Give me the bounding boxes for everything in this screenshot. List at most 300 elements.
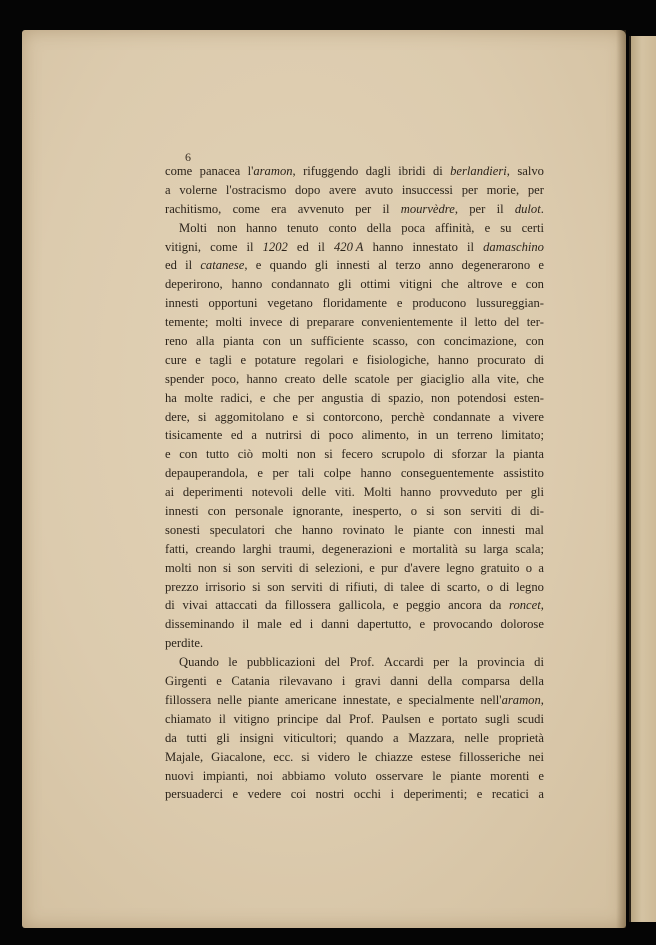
word: fillossera xyxy=(165,692,212,707)
word: il xyxy=(460,315,468,330)
text-line xyxy=(165,729,544,748)
word: alla xyxy=(196,334,215,349)
text-line xyxy=(165,540,544,559)
word: del xyxy=(324,655,341,670)
word: un xyxy=(289,334,303,349)
word: su xyxy=(464,541,477,556)
word: voluto xyxy=(334,768,367,783)
word: il xyxy=(242,617,250,632)
word: limitato; xyxy=(501,428,544,443)
word: opportuni xyxy=(208,296,258,311)
word: dapertutto, xyxy=(357,617,412,632)
word: depauperandola, xyxy=(165,466,248,481)
word: di xyxy=(289,315,300,330)
word: deperimenti; xyxy=(403,787,468,802)
text-line xyxy=(165,408,544,427)
word: Paulsen xyxy=(381,711,421,726)
word: i xyxy=(309,617,314,632)
word: hanno xyxy=(400,485,432,500)
word: insigni xyxy=(239,730,274,745)
word: rovinato xyxy=(342,522,385,537)
word: Quando xyxy=(179,655,219,670)
word: o xyxy=(486,579,494,594)
word: coi xyxy=(290,787,307,802)
word: tali xyxy=(298,466,315,481)
word: come xyxy=(165,164,193,178)
text-line xyxy=(165,710,544,729)
word: temente; xyxy=(165,315,209,330)
word: chiazze xyxy=(375,749,413,764)
word: giaciglio xyxy=(420,371,465,386)
word: son xyxy=(443,504,462,519)
word: serviti xyxy=(261,560,293,575)
word: fecero xyxy=(341,447,373,462)
text-line xyxy=(165,332,544,351)
word: e xyxy=(255,258,262,273)
word: legno xyxy=(515,579,544,594)
word: e xyxy=(232,787,239,802)
word: ancora xyxy=(448,598,482,613)
word: degenerarono xyxy=(461,258,531,273)
word: volerne xyxy=(179,182,218,197)
word: e xyxy=(476,787,483,802)
word: il xyxy=(246,239,254,254)
word: a xyxy=(538,560,544,575)
word: per xyxy=(527,182,544,197)
word: danni xyxy=(390,674,419,689)
word: di xyxy=(534,352,544,367)
word: a xyxy=(392,730,399,745)
word: estese xyxy=(420,749,451,764)
word: a xyxy=(165,182,171,197)
word: nostri xyxy=(315,787,345,802)
word: innestate, xyxy=(342,692,391,707)
word: condannate xyxy=(432,409,491,424)
word: mortalità xyxy=(412,541,458,556)
text-line xyxy=(165,748,544,767)
word: osservare xyxy=(375,768,424,783)
word: e xyxy=(292,409,298,424)
word: preparare xyxy=(306,315,355,330)
word: tutti xyxy=(186,730,207,745)
word: assistito xyxy=(503,466,544,481)
word: ed xyxy=(165,258,177,273)
word: americane xyxy=(284,692,337,707)
word: gallicola, xyxy=(338,598,386,613)
word: quando xyxy=(269,258,307,273)
word: sforzar xyxy=(451,447,487,462)
word: roncet, xyxy=(509,598,544,613)
word: a xyxy=(498,409,505,424)
word: impianti, xyxy=(202,768,248,783)
word: talee xyxy=(400,579,425,594)
word: scala; xyxy=(515,541,544,556)
word: larga xyxy=(483,541,509,556)
word: noi xyxy=(256,768,273,783)
word: per xyxy=(272,466,289,481)
word: piante xyxy=(450,768,482,783)
paragraph xyxy=(165,653,544,804)
word: morenti xyxy=(490,768,530,783)
word: Molti xyxy=(363,485,392,500)
word: tenuto xyxy=(287,220,319,235)
text-line xyxy=(165,351,544,370)
word: affinità, xyxy=(435,220,475,235)
word: e xyxy=(396,296,403,311)
word: 1202 xyxy=(262,239,288,254)
word: per xyxy=(355,201,372,216)
word: esten- xyxy=(513,390,544,405)
word: conto xyxy=(328,220,357,235)
word: prezzo xyxy=(165,579,199,594)
word: un xyxy=(435,428,449,443)
text-line xyxy=(165,275,544,294)
word: hanno xyxy=(231,277,263,292)
word: cure xyxy=(165,352,187,367)
word: nell'aramon, xyxy=(480,692,544,707)
word: avuto xyxy=(365,182,394,197)
page-number: 6 xyxy=(185,150,191,164)
word: tagli xyxy=(209,352,232,367)
text-line xyxy=(165,219,544,238)
word: angustia xyxy=(321,390,364,405)
word: e xyxy=(259,390,266,405)
word: nei xyxy=(528,749,544,764)
word: si xyxy=(198,409,207,424)
word: e xyxy=(195,352,201,367)
word: di xyxy=(384,579,394,594)
text-line xyxy=(165,162,544,181)
word: perdite. xyxy=(165,636,204,651)
word: colpe xyxy=(323,466,351,481)
word: spender xyxy=(165,371,205,386)
word: ter- xyxy=(526,315,544,330)
word: hanno xyxy=(302,522,333,537)
word: il xyxy=(467,239,475,254)
word: con xyxy=(179,447,198,462)
word: il xyxy=(317,239,325,254)
word: rifiuti, xyxy=(345,579,378,594)
word: poco, xyxy=(211,371,240,386)
word: non xyxy=(296,447,316,462)
paragraph xyxy=(165,219,544,653)
word: disseminando xyxy=(165,617,235,632)
word: la xyxy=(458,655,468,670)
word: recatici xyxy=(491,787,529,802)
word: hanno xyxy=(360,466,392,481)
text-line xyxy=(165,578,544,597)
word: aggomitolano xyxy=(214,409,285,424)
word: di xyxy=(370,390,381,405)
word: con xyxy=(453,522,472,537)
text-line xyxy=(165,521,544,540)
word: che xyxy=(441,277,459,292)
word: come xyxy=(210,239,238,254)
word: per xyxy=(505,485,522,500)
word: producono xyxy=(412,296,467,311)
word: conseguentemente xyxy=(400,466,494,481)
word: molti xyxy=(261,447,289,462)
word: morie, xyxy=(486,182,520,197)
text-line xyxy=(165,672,544,691)
word: di xyxy=(499,579,510,594)
word: reno xyxy=(165,334,188,349)
word: mal xyxy=(525,522,544,537)
word: catanese, xyxy=(200,258,248,273)
word: o xyxy=(410,504,418,519)
word: hanno xyxy=(246,220,277,235)
word: che xyxy=(526,371,544,386)
word: letto xyxy=(474,315,497,330)
word: della xyxy=(427,674,453,689)
word: sonesti xyxy=(165,522,200,537)
word: personale xyxy=(235,504,284,519)
word: per xyxy=(461,182,478,197)
word: serviti xyxy=(470,504,502,519)
word: l'aramon, xyxy=(247,164,296,178)
word: delle xyxy=(322,371,348,386)
word: avere xyxy=(329,182,357,197)
word: hanno xyxy=(246,371,278,386)
word: non xyxy=(197,560,217,575)
word: ai xyxy=(165,485,175,500)
word: ha xyxy=(165,390,177,405)
word: e xyxy=(419,617,426,632)
word: altrove xyxy=(467,277,503,292)
word: selezioni, xyxy=(315,560,363,575)
word: nuovi xyxy=(165,768,194,783)
word: l'ostracismo xyxy=(225,182,287,197)
word: le xyxy=(432,768,442,783)
word: e xyxy=(257,466,263,481)
word: scasso, xyxy=(372,334,409,349)
word: traumi, xyxy=(278,541,315,556)
word: son xyxy=(267,579,285,594)
word: spazio, xyxy=(388,390,424,405)
word: non xyxy=(431,390,450,405)
word: e xyxy=(399,541,406,556)
word: dopo xyxy=(295,182,321,197)
text-line xyxy=(165,389,544,408)
word: che xyxy=(274,522,293,537)
text-line xyxy=(165,294,544,313)
word: dal xyxy=(325,711,342,726)
text-line xyxy=(165,615,544,634)
word: innestato xyxy=(412,239,458,254)
word: rachitismo, xyxy=(165,201,222,216)
word: floridamente xyxy=(322,296,388,311)
word: serviti xyxy=(291,579,323,594)
word: alla xyxy=(471,371,490,386)
paragraph xyxy=(165,162,544,219)
word: notevoli xyxy=(251,485,293,500)
word: vite, xyxy=(497,371,520,386)
word: molte xyxy=(184,390,214,405)
word: creato xyxy=(284,371,316,386)
text-line xyxy=(165,691,544,710)
word: pur xyxy=(381,560,398,575)
word: gravi xyxy=(354,674,381,689)
word: tutto xyxy=(206,447,230,462)
word: Catania xyxy=(231,674,270,689)
word: vivere xyxy=(512,409,544,424)
text-line xyxy=(165,653,544,672)
word: innesti xyxy=(481,522,516,537)
word: hanno xyxy=(372,239,404,254)
word: radici, xyxy=(220,390,253,405)
word: deperimenti xyxy=(182,485,243,500)
word: procurato xyxy=(477,352,526,367)
text-line xyxy=(165,483,544,502)
word: si xyxy=(324,447,333,462)
word: a xyxy=(538,787,544,802)
word: sufficiente xyxy=(311,334,364,349)
word: ed xyxy=(230,428,243,443)
word: e xyxy=(484,220,491,235)
word: di xyxy=(534,655,544,670)
word: ciò xyxy=(237,447,254,462)
word: nutrirsi xyxy=(265,428,302,443)
word: al xyxy=(378,258,388,273)
word: si xyxy=(306,409,315,424)
word: di xyxy=(299,560,309,575)
word: son xyxy=(237,560,256,575)
word: attaccati xyxy=(215,598,258,613)
word: da xyxy=(165,730,177,745)
word: nelle xyxy=(217,692,242,707)
text-line xyxy=(165,313,544,332)
word: rifuggendo xyxy=(303,164,359,178)
word: portato xyxy=(441,711,478,726)
word: con xyxy=(416,334,436,349)
word: si xyxy=(222,560,232,575)
text-line xyxy=(165,502,544,521)
word: si xyxy=(301,749,310,764)
word: il xyxy=(382,201,390,216)
word: inesperto, xyxy=(352,504,402,519)
word: terreno xyxy=(457,428,493,443)
word: perchè xyxy=(391,409,425,424)
word: ecc. xyxy=(273,749,294,764)
word: pianta xyxy=(513,447,544,462)
word: con xyxy=(262,334,281,349)
word: ottimi xyxy=(360,277,391,292)
word: gli xyxy=(338,277,352,292)
word: potendosi xyxy=(457,390,507,405)
word: fillossera xyxy=(284,598,331,613)
word: non xyxy=(217,220,236,235)
word: chiamato xyxy=(165,711,212,726)
word: Girgenti xyxy=(165,674,207,689)
word: d'avere xyxy=(404,560,440,575)
word: molti xyxy=(215,315,243,330)
word: vedere xyxy=(247,787,282,802)
word: innesti xyxy=(165,504,199,519)
word: di xyxy=(432,164,443,178)
text-line xyxy=(165,559,544,578)
word: scudi xyxy=(517,711,544,726)
word: Majale, xyxy=(165,749,204,764)
word: ed xyxy=(289,617,302,632)
word: larghi xyxy=(242,541,272,556)
word: Giacalone, xyxy=(211,749,266,764)
word: in xyxy=(417,428,428,443)
word: gli xyxy=(314,258,329,273)
word: vegetano xyxy=(267,296,313,311)
word: abbiamo xyxy=(282,768,326,783)
word: fillosseriche xyxy=(459,749,521,764)
word: dulot. xyxy=(514,201,544,216)
word: scatole xyxy=(354,371,390,386)
word: viticultori; xyxy=(283,730,337,745)
word: gli xyxy=(530,485,544,500)
word: con xyxy=(207,504,226,519)
word: della xyxy=(366,220,392,235)
word: con xyxy=(525,277,544,292)
word: dere, xyxy=(165,409,190,424)
word: di xyxy=(433,447,444,462)
word: pubblicazioni xyxy=(246,655,316,670)
word: fatti, xyxy=(165,541,189,556)
word: damaschino xyxy=(483,239,544,254)
word: e xyxy=(240,352,247,367)
word: poca xyxy=(401,220,426,235)
word: le xyxy=(358,749,368,764)
text-line xyxy=(165,200,544,219)
word: dagli xyxy=(365,164,391,178)
word: 420 A xyxy=(333,239,364,254)
word: di xyxy=(165,598,175,613)
word: convenientemente xyxy=(361,315,453,330)
word: comparsa xyxy=(461,674,510,689)
word: concimazione, xyxy=(443,334,517,349)
word: della xyxy=(519,674,544,689)
word: specialmente xyxy=(408,692,475,707)
body-text xyxy=(165,162,544,804)
text-line xyxy=(165,767,544,786)
word: male xyxy=(257,617,282,632)
word: invece xyxy=(249,315,283,330)
word: e xyxy=(392,598,399,613)
word: vitigno xyxy=(233,711,270,726)
word: proprietà xyxy=(498,730,544,745)
word: provincia xyxy=(477,655,525,670)
word: delle xyxy=(301,485,327,500)
word: provveduto xyxy=(439,485,498,500)
text-line xyxy=(165,426,544,445)
text-line xyxy=(165,785,544,804)
word: e xyxy=(352,352,359,367)
word: poco xyxy=(328,428,354,443)
text-line xyxy=(165,181,544,200)
word: era xyxy=(271,201,287,216)
word: quando xyxy=(346,730,384,745)
word: di xyxy=(430,579,441,594)
text-line xyxy=(165,256,544,275)
word: e xyxy=(538,258,544,273)
word: viti. xyxy=(334,485,355,500)
word: scrupolo xyxy=(381,447,425,462)
word: occhi xyxy=(353,787,382,802)
next-page-edge xyxy=(629,36,656,922)
text-line xyxy=(165,238,544,257)
word: provocando xyxy=(433,617,493,632)
word: per xyxy=(396,371,413,386)
word: e xyxy=(511,277,517,292)
word: o xyxy=(525,560,533,575)
word: rilevavano xyxy=(279,674,333,689)
word: vivai xyxy=(182,598,208,613)
